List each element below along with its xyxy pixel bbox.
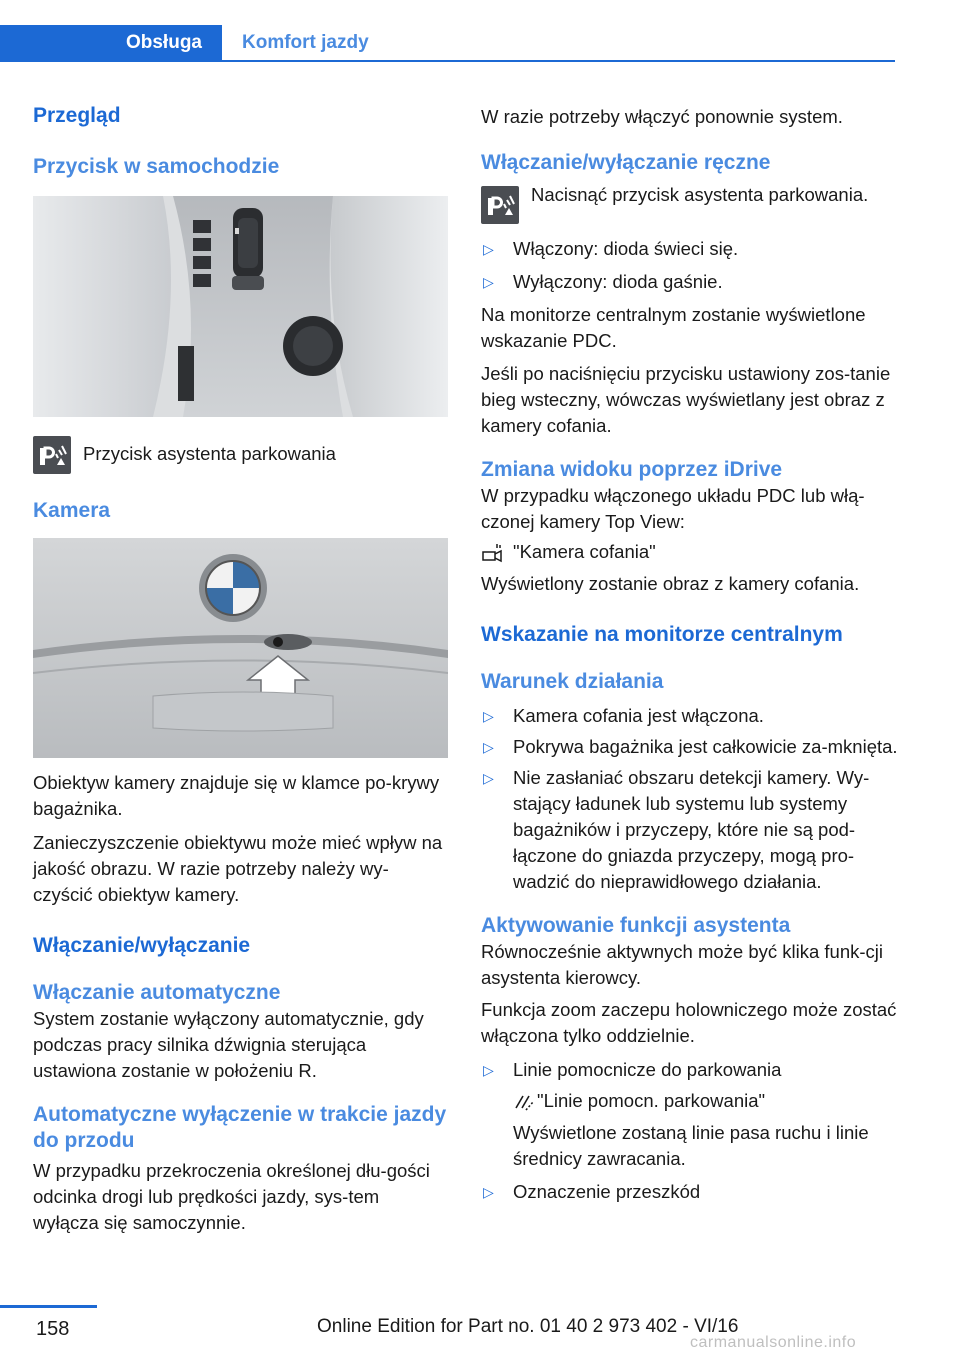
- list-item-text: Nie zasłaniać obszaru detekcji kamery. Wy-stający ładunek lub systemu lub systemy bagażników i przyczepy, które nie są pod-łączone do gniazda przyczepy, mogą pro-wadzić do nieprawidłowego działania.: [513, 767, 870, 892]
- list-item: [481, 703, 901, 729]
- list-item: [481, 236, 901, 262]
- list-item: [481, 269, 901, 295]
- kamera-cofania-menu[interactable]: "Kamera cofania": [513, 541, 656, 562]
- bieg-paragraph: Jeśli po naciśnięciu przycisku ustawiony zos-tanie bieg wsteczny, wówczas wyświetlany jest obraz z kamery cofania.: [481, 363, 891, 436]
- kamera-paragraph-1: Obiektyw kamery znajduje się w klamce po-krywy bagażnika.: [33, 772, 440, 819]
- monitor-paragraph: Na monitorze centralnym zostanie wyświetlone wskazanie PDC.: [481, 304, 866, 351]
- reczne-row: [481, 186, 901, 230]
- aktywowanie-list: [481, 1057, 901, 1205]
- heading-kamera: Kamera: [33, 499, 111, 522]
- auto-paragraph: System zostanie wyłączony automatycznie, gdy podczas pracy silnika dźwignia sterująca ustawiona zostanie w położeniu R.: [33, 1008, 424, 1081]
- heading-warunek: Warunek działania: [481, 670, 664, 693]
- linie-description: Wyświetlone zostaną linie pasa ruchu i linie średnicy zawracania.: [513, 1122, 869, 1169]
- footer-divider: [0, 1305, 97, 1308]
- linie-menu-entry[interactable]: "Linie pomocn. parkowania": [537, 1090, 766, 1111]
- button-caption-row: [33, 436, 448, 476]
- list-item: [481, 1057, 901, 1172]
- list-item-text: Wyłączony: dioda gaśnie.: [513, 271, 723, 292]
- triangle-bullet-icon: ▷: [483, 739, 494, 755]
- triangle-bullet-icon: ▷: [483, 241, 494, 257]
- watermark: carmanualsonline.info: [690, 1334, 857, 1351]
- list-item-text: Oznaczenie przeszkód: [513, 1181, 701, 1202]
- aktywowanie-paragraph-1: Równocześnie aktywnych może być klika funk-cji asystenta kierowcy.: [481, 941, 884, 988]
- list-item-text: Pokrywa bagażnika jest całkowicie za-mknięta.: [513, 736, 898, 757]
- page-number: 158: [36, 1318, 70, 1340]
- heading-wlaczanie-automatyczne: Włączanie automatyczne: [33, 981, 281, 1004]
- camera-photo: [33, 538, 448, 758]
- list-item: [481, 765, 901, 895]
- kamera-paragraph-2: Zanieczyszczenie obiektywu może mieć wpływ na jakość obrazu. W razie potrzeby należy wy-czyścić obiektyw kamery.: [33, 832, 443, 905]
- interior-photo: [33, 196, 448, 417]
- rear-camera-icon: [481, 542, 505, 569]
- edition-footer: Online Edition for Part no. 01 40 2 973 402 - VI/16: [317, 1316, 739, 1337]
- list-item-text: Linie pomocnicze do parkowania: [513, 1059, 782, 1080]
- triangle-bullet-icon: ▷: [483, 770, 494, 786]
- heading-przeglad: Przegląd: [33, 104, 121, 127]
- warunek-list: [481, 703, 901, 895]
- parking-lines-icon: [513, 1090, 535, 1119]
- zmiana-paragraph: W przypadku włączonego układu PDC lub włą-czonej kamery Top View:: [481, 485, 865, 532]
- triangle-bullet-icon: ▷: [483, 1184, 494, 1200]
- led-status-list: [481, 236, 901, 295]
- heading-reczne: Włączanie/wyłączanie ręczne: [481, 151, 771, 174]
- kamera-cofania-row: [481, 540, 901, 566]
- ponownie-paragraph: W razie potrzeby włączyć ponownie system.: [481, 106, 843, 127]
- button-caption: Przycisk asystenta parkowania: [83, 443, 336, 464]
- triangle-bullet-icon: ▷: [483, 274, 494, 290]
- linie-menu-row: [513, 1088, 901, 1114]
- auto-off-paragraph: W przypadku przekroczenia określonej dłu-gości odcinka drogi lub prędkości jazdy, sys-tem wyłącza się samoczynnie.: [33, 1160, 430, 1233]
- tab-komfort-jazdy[interactable]: Komfort jazdy: [242, 32, 369, 53]
- tab-obsluga[interactable]: Obsługa: [0, 25, 222, 61]
- heading-wskazanie: Wskazanie na monitorze centralnym: [481, 623, 843, 646]
- park-assist-button-icon: [481, 186, 519, 224]
- reczne-text: Nacisnąć przycisk asystenta parkowania.: [531, 184, 869, 205]
- triangle-bullet-icon: ▷: [483, 708, 494, 724]
- triangle-bullet-icon: ▷: [483, 1062, 494, 1078]
- park-assist-button-icon: [33, 436, 71, 474]
- heading-aktywowanie: Aktywowanie funkcji asystenta: [481, 914, 791, 937]
- heading-przycisk: Przycisk w samochodzie: [33, 155, 280, 178]
- aktywowanie-paragraph-2: Funkcja zoom zaczepu holowniczego może zostać włączona tylko oddzielnie.: [481, 999, 897, 1046]
- list-item: [481, 1179, 901, 1205]
- heading-zmiana-widoku: Zmiana widoku poprzez iDrive: [481, 458, 783, 481]
- wyswietlony-paragraph: Wyświetlony zostanie obraz z kamery cofania.: [481, 573, 860, 594]
- list-item-text: Włączony: dioda świeci się.: [513, 238, 739, 259]
- left-column: [33, 100, 448, 1236]
- right-column: [481, 100, 901, 1205]
- chapter-tabbar: [0, 25, 895, 62]
- heading-wlaczanie: Włączanie/wyłączanie: [33, 934, 251, 957]
- list-item-text: Kamera cofania jest włączona.: [513, 705, 764, 726]
- heading-automatyczne-wylaczenie: Automatyczne wyłączenie w trakcie jazdy do przodu: [33, 1103, 447, 1152]
- list-item: [481, 734, 901, 760]
